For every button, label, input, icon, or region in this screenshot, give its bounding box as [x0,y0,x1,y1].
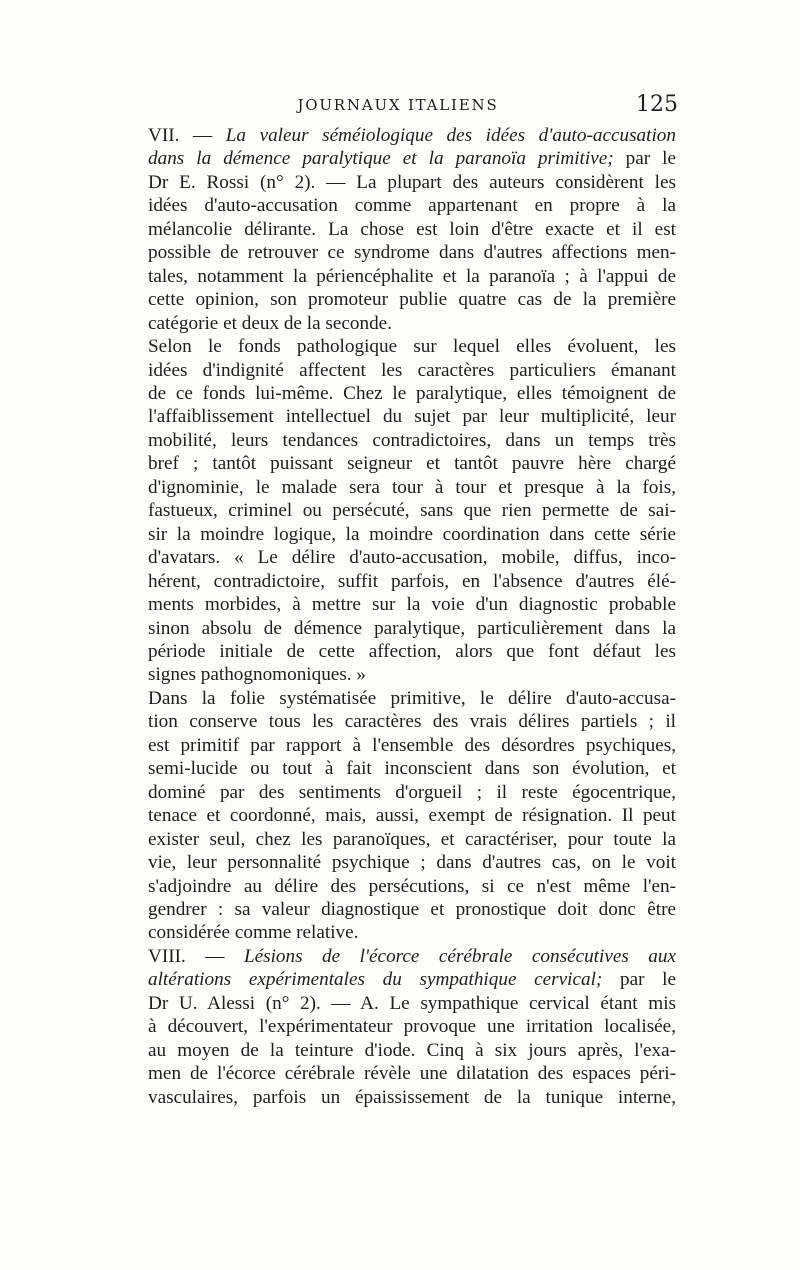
text-line: fastueux, criminel ou persécuté, sans que rien permette de sai- [148,500,676,522]
running-title: JOURNAUX ITALIENS [297,96,499,114]
page-header [118,92,678,120]
section-viii-title-part1: Lésions de l'écorce cérébrale consécutives aux [243,945,677,967]
section-viii-title-line [118,945,676,968]
text-line: ments morbides, à mettre sur la voie d'un diagnostic probable [148,594,676,616]
text-line: d'ignominie, le malade sera tour à tour et presque à la fois, [148,476,676,498]
paragraph-paranoia [118,687,676,945]
section-vii-title-part1: La valeur séméiologique des idées d'auto-accusation [225,125,676,146]
article-body [118,124,676,1109]
text-line: Dans la folie systématisée primitive, le délire d'auto-accusa- [148,687,676,709]
text-line: d'avatars. « Le délire d'auto-accusation, mobile, diffus, inco- [148,547,676,569]
section-vii-numeral: VII. — [148,125,213,146]
page-number: 125 [636,92,678,117]
text-line: période initiale de cette affection, alors que font défaut les [148,640,676,662]
text-line: Dr U. Alessi (n° 2). — A. Le sympathique cervical étant mis [148,992,676,1014]
text-line: bref ; tantôt puissant seigneur et tantôt pauvre hère chargé [148,453,676,475]
text-line: signes pathognomoniques. » [148,664,366,686]
text-line: sinon absolu de démence paralytique, particulièrement dans la [148,617,676,639]
section-viii [118,945,676,1109]
text-line: s'adjoindre au délire des persécutions, si ce n'est même l'en- [148,875,676,897]
text-line: tenace et coordonné, mais, aussi, exempt de résignation. Il peut [148,805,676,827]
text-line: mélancolie délirante. La chose est loin d'être exacte et il est [148,218,676,240]
section-vii-title-part2: dans la démence paralytique et la paranoïa primitive; [148,148,614,170]
text-line: considérée comme relative. [148,922,359,944]
text-line: men de l'écorce cérébrale révèle une dilatation des espaces péri- [148,1063,676,1085]
text-line: catégorie et deux de la seconde. [148,312,392,334]
text-line: hérent, contradictoire, suffit parfois, en l'absence d'autres élé- [148,570,676,592]
section-viii-title-part2: altérations expérimentales du sympathique cervical; [148,969,603,991]
text-line: sir la moindre logique, la moindre coordination dans cette série [148,523,676,545]
section-vii [118,124,676,335]
text-line: à découvert, l'expérimentateur provoque une irritation localisée, [148,1016,676,1038]
text-line: dominé par des sentiments d'orgueil ; il reste égocentrique, [148,781,676,803]
text-line: l'affaiblissement intellectuel du sujet par leur multiplicité, leur [148,406,676,428]
text-line: Dr E. Rossi (n° 2). — La plupart des auteurs considèrent les [148,171,676,193]
text-line: vasculaires, parfois un épaississement de la tunique interne, [148,1086,676,1108]
section-vii-by: par le [625,148,676,170]
section-viii-title-line-2 [118,968,676,991]
paragraph-paralytic [118,335,676,687]
section-vii-title-line [118,124,676,147]
text-line: vie, leur personnalité psychique ; dans d'autres cas, on le voit [148,852,676,874]
text-line: mobilité, leurs tendances contradictoires, dans un temps très [148,429,676,451]
text-line: au moyen de la teinture d'iode. Cinq à six jours après, l'exa- [148,1039,676,1061]
text-line: tales, notamment la périencéphalite et la paranoïa ; à l'appui de [148,265,676,287]
text-line: possible de retrouver ce syndrome dans d'autres affections men- [148,242,676,264]
text-line: est primitif par rapport à l'ensemble des désordres psychiques, [148,734,676,756]
text-line: gendrer : sa valeur diagnostique et pronostique doit donc être [148,898,676,920]
text-line: semi-lucide ou tout à fait inconscient dans son évolution, et [148,758,676,780]
text-line: tion conserve tous les caractères des vrais délires partiels ; il [148,711,676,733]
text-line: cette opinion, son promoteur publie quatre cas de la première [148,289,676,311]
text-line: idées d'auto-accusation comme appartenant en propre à la [148,195,676,217]
text-line: exister seul, chez les paranoïques, et caractériser, pour toute la [148,828,676,850]
section-viii-numeral: VIII. — [148,945,225,967]
text-line: Selon le fonds pathologique sur lequel elles évoluent, les [148,336,676,358]
section-vii-title-line-2 [118,147,676,170]
text-line: idées d'indignité affectent les caractères particuliers émanant [148,359,676,381]
text-line: de ce fonds lui-même. Chez le paralytique, elles témoignent de [148,382,676,404]
section-viii-by: par le [619,969,676,991]
